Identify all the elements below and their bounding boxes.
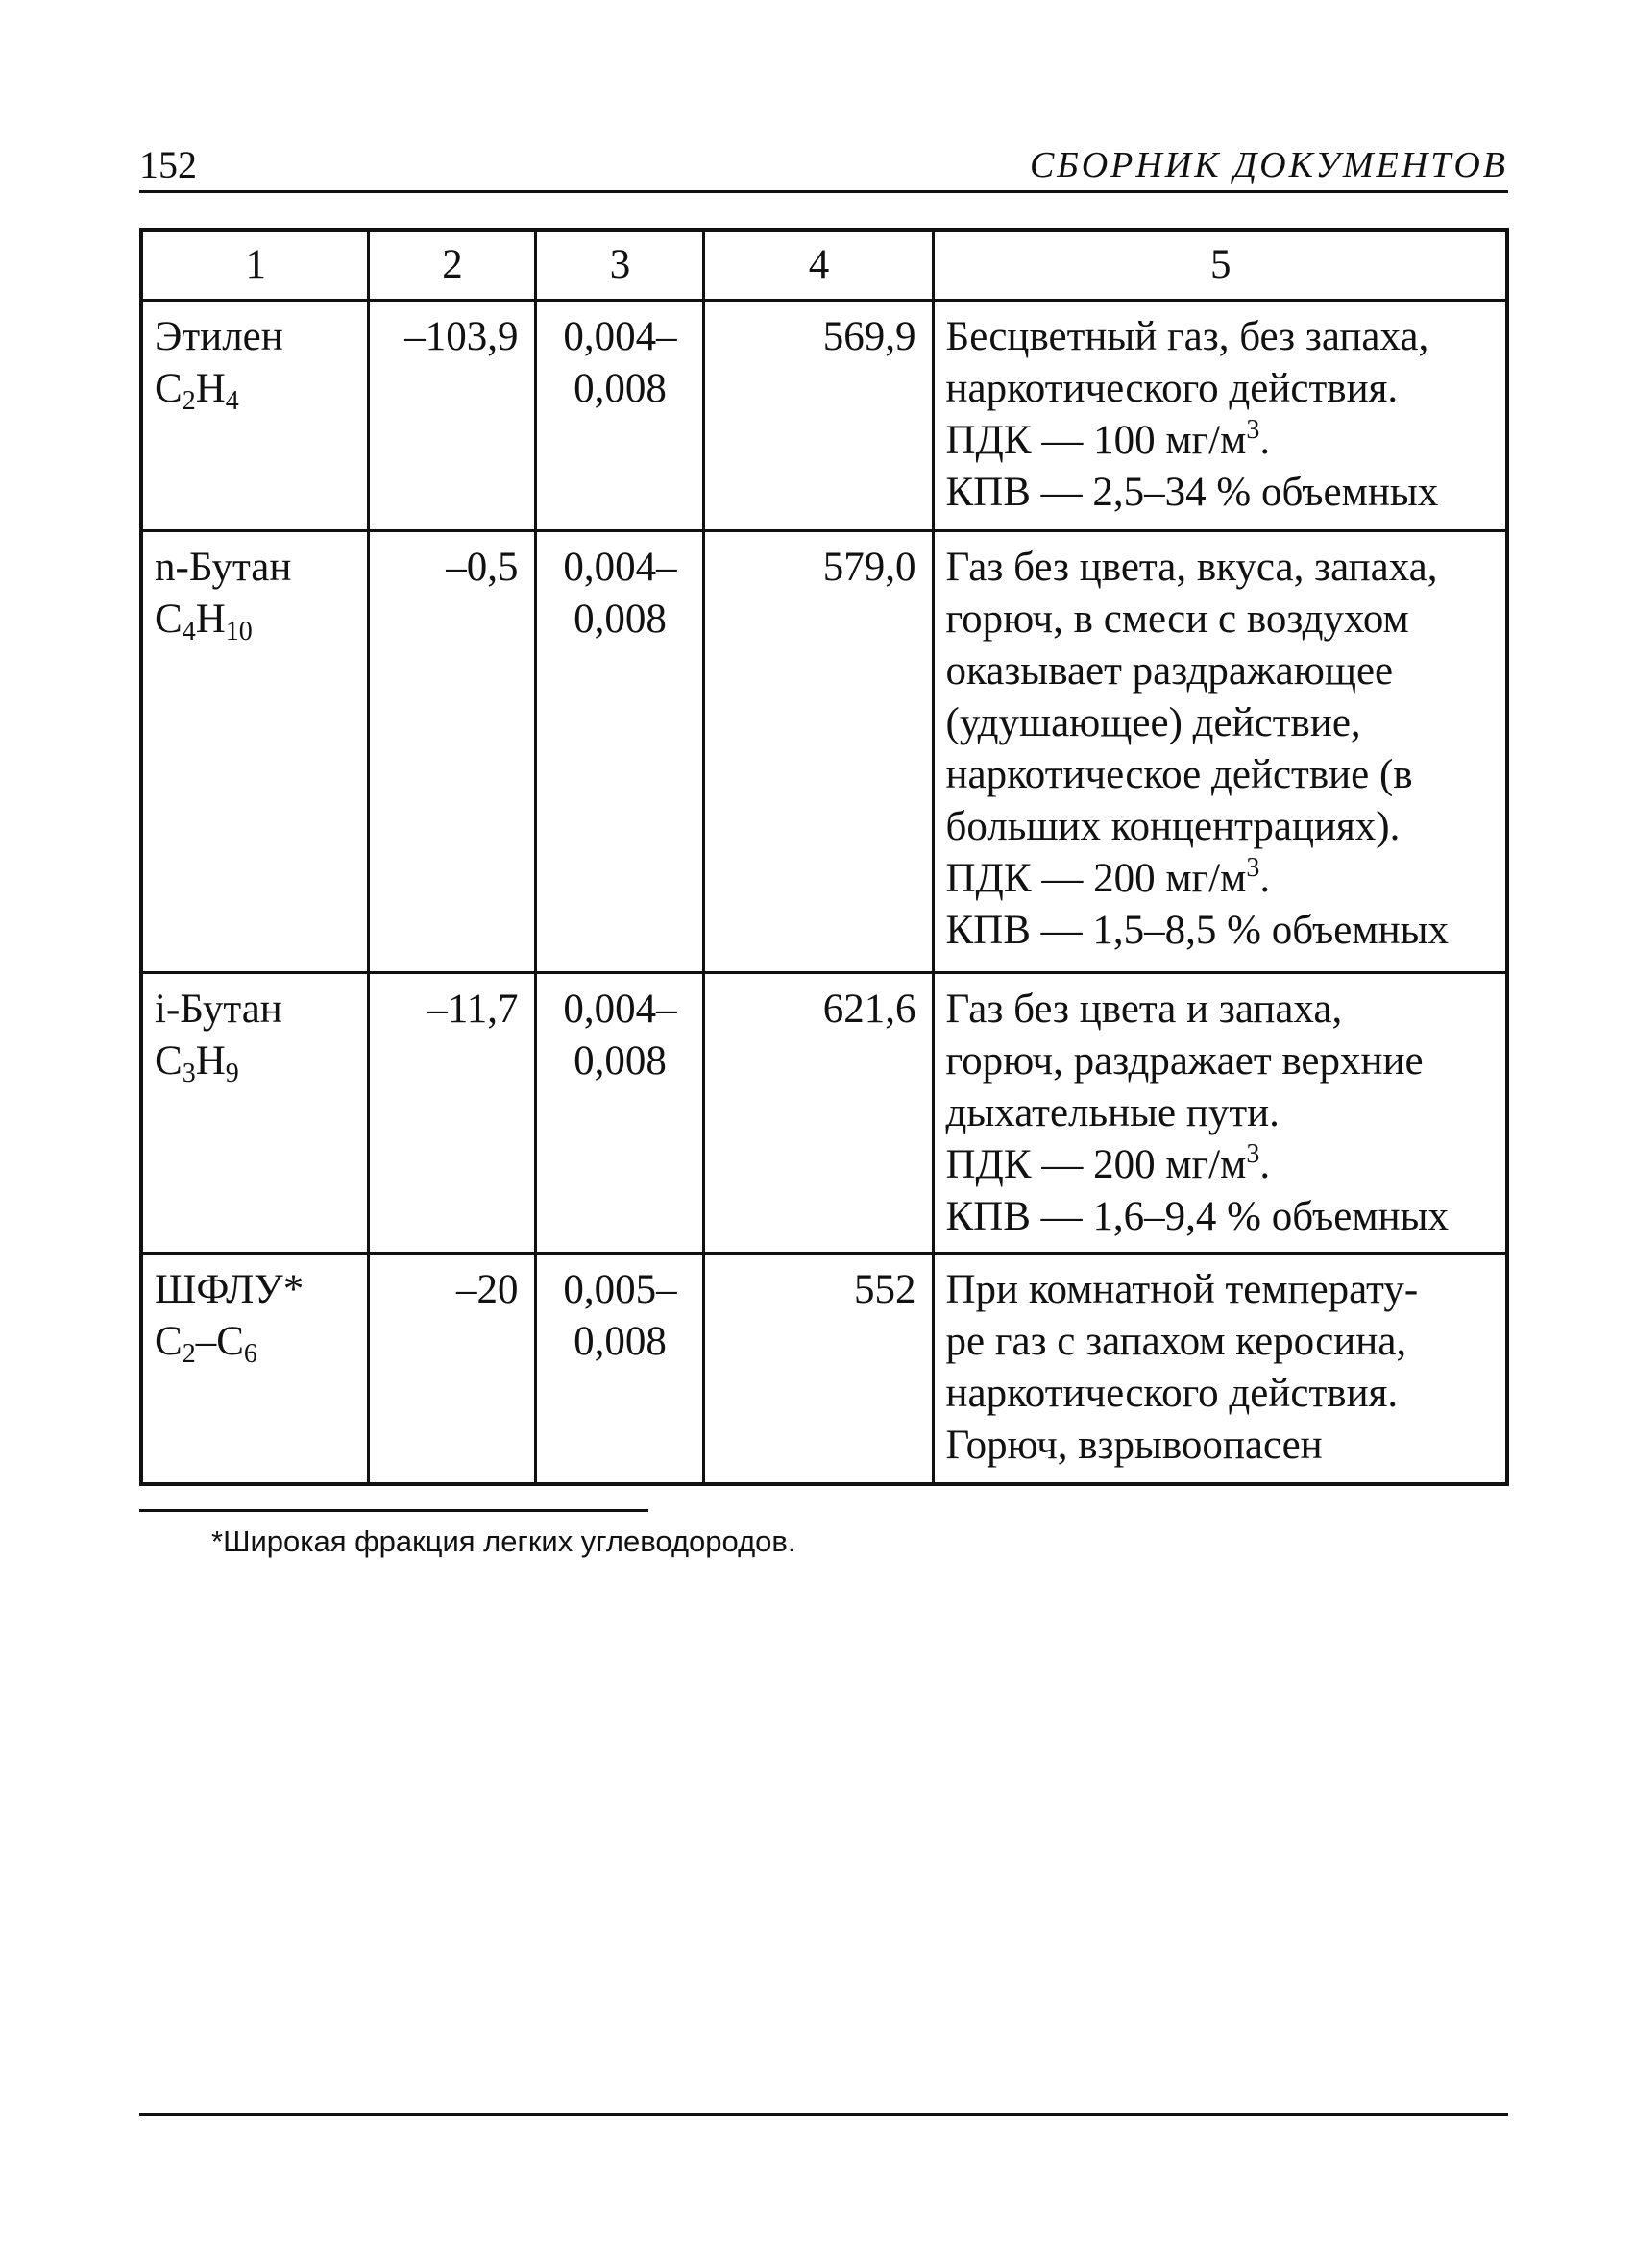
substance-formula: $C_4H_{10}$ bbox=[155, 597, 253, 646]
range-cell: 0,005– 0,008 bbox=[535, 1254, 703, 1484]
substance-formula: $C_2-C_6$ bbox=[155, 1319, 257, 1369]
value-cell: 552 bbox=[703, 1254, 933, 1484]
footnote: *Широкая фракция легких углеводородов. bbox=[211, 1524, 796, 1558]
column-header: 3 bbox=[535, 230, 703, 301]
bottom-divider bbox=[139, 2113, 1508, 2116]
substance-cell bbox=[141, 531, 368, 973]
running-title: СБОРНИК ДОКУМЕНТОВ bbox=[1029, 145, 1508, 185]
table-row bbox=[141, 1254, 1507, 1484]
substance-formula: $C_2H_4$ bbox=[155, 366, 239, 416]
substance-cell bbox=[141, 1254, 368, 1484]
substance-name: Этилен bbox=[155, 314, 283, 359]
substance-name: i-Бутан bbox=[155, 987, 282, 1032]
column-header: 5 bbox=[933, 230, 1507, 301]
column-header: 1 bbox=[141, 230, 368, 301]
pdk-line: ПДК — 200 $мг/м^3$. bbox=[945, 853, 1271, 901]
description-cell: Газ без цвета, вкуса, запаха, горюч, в смеси с воздухом оказывает раздражающее (удушающее) действие, наркотическое действие (в больших концентрациях). ПДК — 200 $мг/м^3$. КПВ — 1,5–8,5 % объемных bbox=[933, 531, 1507, 973]
range-cell: 0,004– 0,008 bbox=[535, 973, 703, 1254]
description-cell: Бесцветный газ, без запаха, наркотического действия. ПДК — 100 $мг/м^3$. КПВ — 2,5–34 % объемных bbox=[933, 301, 1507, 531]
substance-name: n-Бутан bbox=[155, 545, 292, 590]
substance-formula: $C_3H_9$ bbox=[155, 1038, 239, 1088]
substance-name: ШФЛУ* bbox=[155, 1267, 305, 1312]
substance-cell bbox=[141, 301, 368, 531]
value-cell: 621,6 bbox=[703, 973, 933, 1254]
value-cell: –0,5 bbox=[368, 531, 535, 973]
page-number: 152 bbox=[139, 143, 197, 186]
table-row bbox=[141, 531, 1507, 973]
value-cell: –103,9 bbox=[368, 301, 535, 531]
footnote-divider bbox=[139, 1509, 648, 1512]
table-row bbox=[141, 973, 1507, 1254]
value-cell: –11,7 bbox=[368, 973, 535, 1254]
value-cell: 569,9 bbox=[703, 301, 933, 531]
value-cell: –20 bbox=[368, 1254, 535, 1484]
pdk-line: ПДК — 100 $мг/м^3$. bbox=[945, 415, 1271, 463]
page-header bbox=[139, 140, 1508, 193]
substance-cell bbox=[141, 973, 368, 1254]
kpv-line: КПВ — 1,6–9,4 % объемных bbox=[945, 1194, 1449, 1239]
description-cell: При комнатной температу- ре газ с запахом керосина, наркотического действия. Горюч, взрывоопасен bbox=[933, 1254, 1507, 1484]
table-header-row bbox=[141, 230, 1507, 301]
description-cell: Газ без цвета и запаха, горюч, раздражает верхние дыхательные пути. ПДК — 200 $мг/м^3$. КПВ — 1,6–9,4 % объемных bbox=[933, 973, 1507, 1254]
kpv-line: КПВ — 2,5–34 % объемных bbox=[945, 470, 1439, 515]
substance-table bbox=[139, 228, 1509, 1486]
value-cell: 579,0 bbox=[703, 531, 933, 973]
kpv-line: КПВ — 1,5–8,5 % объемных bbox=[945, 908, 1449, 953]
pdk-line: ПДК — 200 $мг/м^3$. bbox=[945, 1139, 1271, 1187]
range-cell: 0,004– 0,008 bbox=[535, 531, 703, 973]
table-row bbox=[141, 301, 1507, 531]
column-header: 2 bbox=[368, 230, 535, 301]
range-cell: 0,004– 0,008 bbox=[535, 301, 703, 531]
column-header: 4 bbox=[703, 230, 933, 301]
